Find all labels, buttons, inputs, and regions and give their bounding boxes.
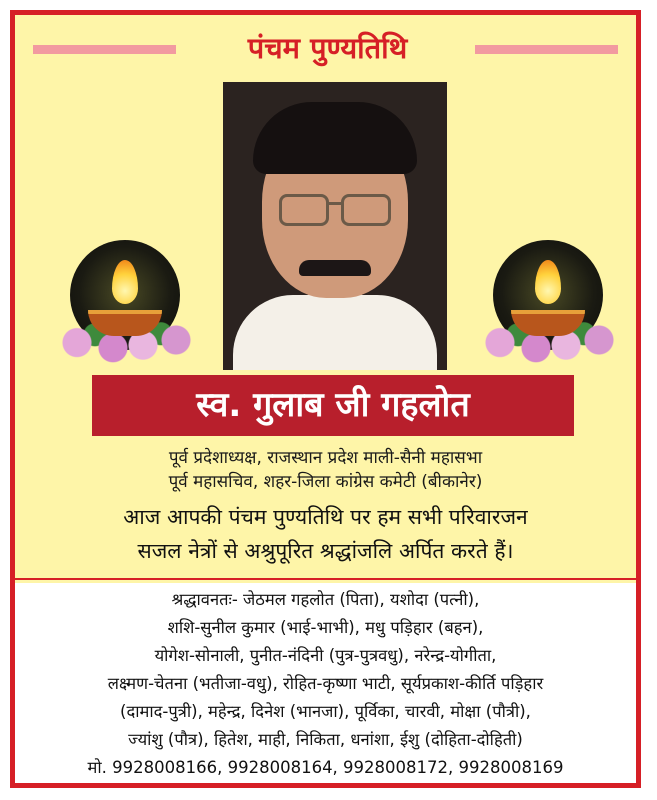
decorative-stripe-right — [475, 45, 618, 54]
decorative-stripe-left — [33, 45, 176, 54]
mourners-line: (दामाद-पुत्री), महेन्द्र, दिनेश (भानजा), पूर्विका, चारवी, मोक्षा (पौत्री), — [120, 702, 531, 721]
mourners-line: श्रद्धावनतः- जेठमल गहलोत (पिता), यशोदा (पत्नी), — [171, 590, 480, 609]
mourners-line: ज्यांशु (पौत्र), हितेश, माही, निकिता, धनांशा, ईशु (दोहिता-दोहिती) — [128, 730, 523, 749]
mourners-section — [15, 583, 636, 783]
ad-heading: पंचम पुण्यतिथि — [247, 31, 408, 65]
deceased-name-banner: स्व. गुलाब जी गहलोत — [92, 375, 574, 436]
designation-line: पूर्व प्रदेशाध्यक्ष, राजस्थान प्रदेश माली-सैनी महासभा — [168, 448, 483, 468]
section-divider — [15, 578, 636, 580]
mourners-line: योगेश-सोनाली, पुनीत-नंदिनी (पुत्र-पुत्रवधु), नरेन्द्र-योगीता, — [154, 646, 497, 665]
designation-line: पूर्व महासचिव, शहर-जिला कांग्रेस कमेटी (बीकानेर) — [168, 472, 483, 492]
tribute-line: सजल नेत्रों से अश्रुपूरित श्रद्धांजलि अर्पित करते हैं। — [137, 539, 514, 563]
diya-lamp-icon — [50, 240, 200, 370]
mourners-line: लक्ष्मण-चेतना (भतीजा-वधु), रोहित-कृष्णा भाटी, सूर्यप्रकाश-कीर्ति पड़िहार — [107, 674, 544, 693]
diya-lamp-icon — [473, 240, 623, 370]
tribute-line: आज आपकी पंचम पुण्यतिथि पर हम सभी परिवारजन — [123, 505, 528, 529]
mourners-line: शशि-सुनील कुमार (भाई-भाभी), मधु पड़िहार (बहन), — [167, 618, 484, 637]
obituary-ad — [10, 10, 641, 788]
portrait-photo — [223, 82, 447, 370]
contact-numbers: मो. 9928008166, 9928008164, 9928008172, 9928008169 — [87, 758, 564, 777]
